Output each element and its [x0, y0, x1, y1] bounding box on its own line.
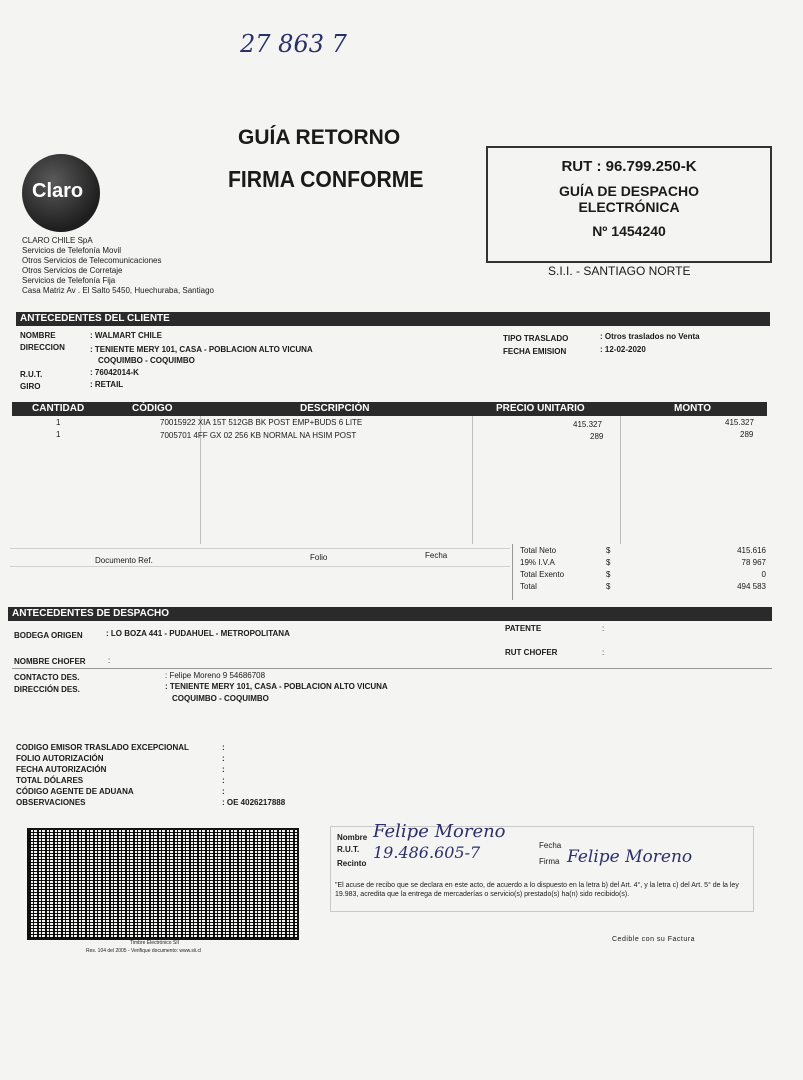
header-precio-unitario: PRECIO UNITARIO [496, 403, 585, 414]
legal-receipt-text: "El acuse de recibo que se declara en este acto, de acuerdo a lo dispuesto en la letra b) del Art. 4°, y la letra c) del Art. 5° de la ley 19.983, acredita que la entrega de mercaderías o servicio(s) prestado(s) ha(n) sido recibido(s). [335, 882, 739, 898]
company-line: CLARO CHILE SpA [22, 236, 93, 245]
total-label: Total Neto [520, 546, 557, 555]
tipo-traslado-label: TIPO TRASLADO [503, 334, 569, 343]
nombre-value: : WALMART CHILE [90, 331, 162, 340]
total-sign: $ [606, 546, 611, 555]
nombre-label: NOMBRE [20, 331, 56, 340]
rut-chofer-value: : [602, 648, 605, 657]
sig-recinto-label: Recinto [337, 859, 367, 868]
total-row [516, 582, 766, 594]
extra-field-value: : [222, 754, 225, 763]
extra-field-row [16, 787, 316, 798]
sig-rut-label: R.U.T. [337, 845, 360, 854]
direccion-des-value-2: COQUIMBO - COQUIMBO [172, 694, 269, 703]
extra-field-label: CODIGO EMISOR TRASLADO EXCEPCIONAL [16, 743, 189, 752]
rut-value: : 76042014-K [90, 368, 139, 377]
company-line: Casa Matriz Av . El Salto 5450, Huechuraba, Santiago [22, 286, 214, 295]
total-label: Total [520, 582, 537, 591]
sig-nombre-label: Nombre [337, 833, 368, 842]
title-guia-retorno: GUÍA RETORNO [238, 126, 401, 149]
total-row [516, 546, 766, 558]
giro-label: GIRO [20, 382, 41, 391]
header-monto: MONTO [674, 403, 712, 414]
fecha-emision-label: FECHA EMISION [503, 347, 567, 356]
contacto-label: CONTACTO DES. [14, 673, 80, 682]
patente-value: : [602, 624, 605, 633]
cedible-text: Cedible con su Factura [612, 936, 695, 943]
rut-label: R.U.T. [20, 370, 43, 379]
direccion-value: : TENIENTE MERY 101, CASA - POBLACION ALTO VICUNA [90, 345, 313, 354]
direccion-label: DIRECCION [20, 343, 65, 352]
patente-label: PATENTE [505, 624, 542, 633]
extra-field-row [16, 743, 316, 754]
receipt-signature-box [330, 821, 754, 912]
total-value: 415.616 [737, 546, 766, 555]
dispatch-section-header: ANTECEDENTES DE DESPACHO [8, 607, 772, 621]
rut-number: RUT : 96.799.250-K [561, 158, 697, 175]
doc-type-line2: ELECTRÓNICA [578, 199, 680, 215]
total-value: 78 967 [741, 558, 766, 567]
folio-label: Folio [310, 553, 328, 562]
extra-field-value: : [222, 787, 225, 796]
header-descripcion: DESCRIPCIÓN [300, 403, 370, 414]
fecha-ref-label: Fecha [425, 551, 448, 560]
total-label: Total Exento [520, 570, 565, 579]
total-sign: $ [606, 582, 611, 591]
extra-field-value: : [222, 765, 225, 774]
title-firma-conforme: FIRMA CONFORME [228, 166, 424, 192]
extra-field-value: : OE 4026217888 [222, 798, 286, 807]
giro-value: : RETAIL [90, 380, 124, 389]
direccion-des-value: : TENIENTE MERY 101, CASA - POBLACION ALTO VICUNA [165, 682, 388, 691]
company-line: Servicios de Telefonía Movil [22, 246, 122, 255]
row1-cantidad: 1 [56, 418, 61, 427]
extra-field-label: CÓDIGO AGENTE DE ADUANA [16, 787, 134, 796]
total-row [516, 570, 766, 582]
doc-type-line1: GUÍA DE DESPACHO [558, 183, 699, 199]
row2-precio: 289 [590, 432, 604, 441]
extra-field-value: : [222, 776, 225, 785]
sii-office: S.I.I. - SANTIAGO NORTE [548, 264, 691, 278]
chofer-value: : [108, 656, 111, 665]
handwritten-rut: 19.486.605-7 [373, 843, 481, 862]
doc-number: Nº 1454240 [592, 223, 666, 239]
extra-field-row [16, 765, 316, 776]
sig-firma-label: Firma [539, 857, 560, 866]
handwritten-signature: Felipe Moreno [567, 847, 693, 867]
fecha-emision-value: : 12-02-2020 [600, 345, 646, 354]
extra-field-label: FOLIO AUTORIZACIÓN [16, 754, 104, 763]
extra-field-label: OBSERVACIONES [16, 798, 86, 807]
total-value: 494 583 [737, 582, 766, 591]
direccion-value-2: COQUIMBO - COQUIMBO [98, 356, 195, 365]
sig-fecha-label: Fecha [539, 841, 562, 850]
timbre-resolution: Res. 104 del 2005 - Verifique documento: www.sii.cl [86, 948, 202, 954]
extra-field-row [16, 798, 316, 809]
handwritten-name: Felipe Moreno [373, 821, 506, 842]
rut-chofer-label: RUT CHOFER [505, 648, 558, 657]
total-label: 19% I.V.A [520, 558, 555, 567]
total-sign: $ [606, 558, 611, 567]
rut-box [486, 146, 772, 263]
total-row [516, 558, 766, 570]
extra-field-row [16, 776, 316, 787]
bodega-value: : LO BOZA 441 - PUDAHUEL - METROPOLITANA [106, 629, 290, 638]
row2-descripcion: 7005701 4FF GX 02 256 KB NORMAL NA HSIM POST [160, 431, 357, 440]
extra-fields [16, 743, 316, 809]
direccion-des-label: DIRECCIÓN DES. [14, 685, 80, 694]
company-info [22, 236, 322, 296]
extra-field-row [16, 754, 316, 765]
extra-field-label: TOTAL DÓLARES [16, 776, 84, 785]
header-cantidad: CANTIDAD [32, 403, 85, 414]
totals-block [516, 546, 766, 594]
company-line: Otros Servicios de Corretaje [22, 266, 123, 275]
header-codigo: CÓDIGO [132, 403, 173, 414]
electronic-stamp-barcode [27, 828, 299, 940]
row2-monto: 289 [740, 430, 754, 439]
claro-logo: Claro [22, 154, 100, 232]
row1-monto: 415.327 [725, 418, 754, 427]
chofer-label: NOMBRE CHOFER [14, 657, 86, 666]
total-value: 0 [761, 570, 766, 579]
timbre-text: Timbre Electrónico SII [130, 940, 179, 946]
contacto-value: : Felipe Moreno 9 54686708 [165, 671, 266, 680]
client-section-header: ANTECEDENTES DEL CLIENTE [16, 312, 770, 326]
row1-precio: 415.327 [573, 420, 602, 429]
company-line: Servicios de Telefonía Fija [22, 276, 116, 285]
row1-descripcion: 70015922 XIA 15T 512GB BK POST EMP+BUDS 6 LITE [160, 418, 363, 427]
items-table-header [12, 402, 767, 416]
company-line: Otros Servicios de Telecomunicaciones [22, 256, 162, 265]
extra-field-value: : [222, 743, 225, 752]
bodega-label: BODEGA ORIGEN [14, 631, 83, 640]
documento-ref-label: Documento Ref. [95, 556, 153, 565]
extra-field-label: FECHA AUTORIZACIÓN [16, 765, 107, 774]
tipo-traslado-value: : Otros traslados no Venta [600, 332, 700, 341]
handwritten-reference-number: 27 863 7 [240, 30, 347, 58]
row2-cantidad: 1 [56, 430, 61, 439]
total-sign: $ [606, 570, 611, 579]
